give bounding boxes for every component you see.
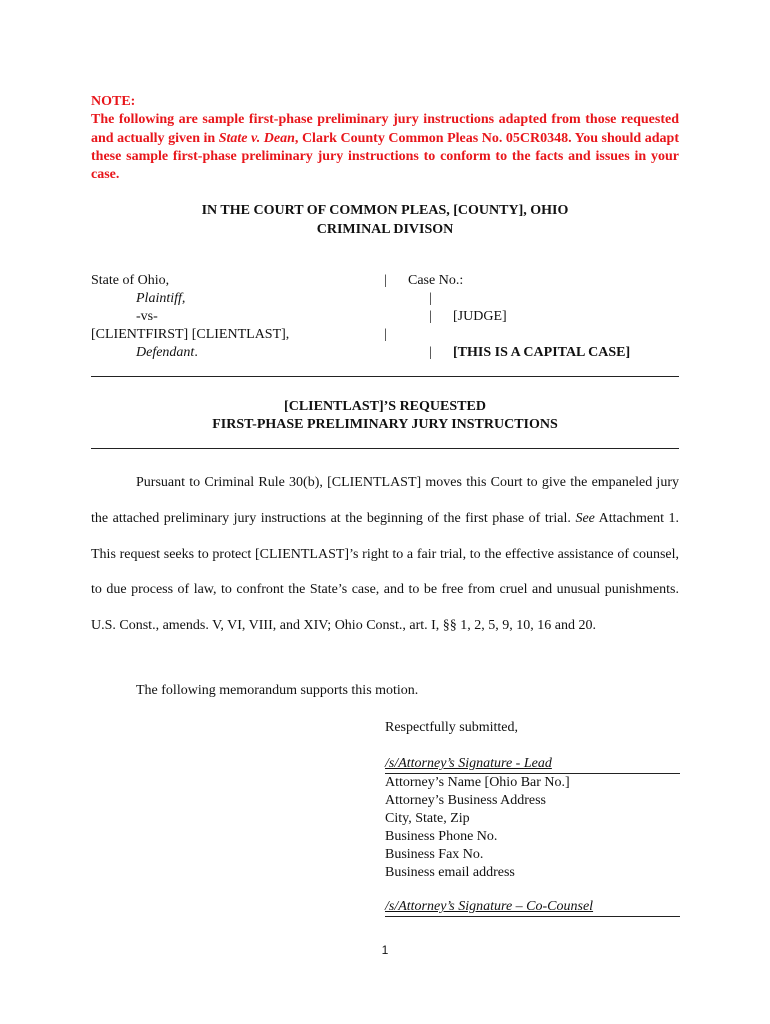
caption-vs: -vs- (136, 309, 158, 324)
caption-row (91, 308, 679, 326)
memo-statement: The following memorandum supports this motion. (136, 683, 419, 698)
court-heading (91, 201, 679, 239)
attorney-city: City, State, Zip (385, 811, 470, 826)
attorney-phone: Business Phone No. (385, 829, 498, 844)
co-counsel-signature: /s/Attorney’s Signature – Co-Counsel (385, 898, 680, 917)
title-divider (91, 448, 679, 449)
caption-judge: [JUDGE] (453, 309, 507, 324)
court-line-1: IN THE COURT OF COMMON PLEAS, [COUNTY], OHIO (201, 203, 569, 218)
title-line-2: FIRST-PHASE PRELIMINARY JURY INSTRUCTIONS (212, 417, 558, 432)
caption-bar: | (384, 273, 387, 288)
caption-plaintiff: Plaintiff, (136, 291, 186, 306)
motion-title (91, 398, 679, 434)
attorney-address: Attorney’s Business Address (385, 793, 546, 808)
attorney-email: Business email address (385, 865, 515, 880)
body-text-b: Attachment 1. This request seeks to protect [CLIENTLAST]’s right to a fair trial, to the effective assistance of counsel, to due process of law, to confront the State’s case, and to be free from cruel and unusual punishments. U.S. Const., amends. V, VI, VIII, and XIV; Ohio Const., art. I, §§ 1, 2, 5, 9, 10, 16 and 20. (91, 510, 679, 634)
lead-signature: /s/Attorney’s Signature - Lead (385, 755, 680, 774)
lead-signature-block (385, 755, 680, 882)
caption-row (91, 344, 679, 362)
body-paragraph (91, 465, 679, 644)
page-number: 1 (381, 943, 389, 957)
caption-defendant-name: [CLIENTFIRST] [CLIENTLAST], (91, 327, 290, 342)
note-label: NOTE: (91, 94, 136, 109)
caption-defendant-period: . (194, 345, 198, 360)
caption-bar: | (429, 309, 432, 324)
body-text-a: Pursuant to Criminal Rule 30(b), [CLIENTLAST] moves this Court to give the empaneled jury the attached preliminary jury instructions at the beginning of the first phase of trial. (91, 475, 679, 526)
caption-bar: | (429, 291, 432, 306)
caption-state: State of Ohio, (91, 273, 170, 288)
caption-bar: | (429, 345, 432, 360)
caption-defendant (91, 344, 429, 362)
title-line-1: [CLIENTLAST]’S REQUESTED (284, 399, 486, 414)
note-text-b: , Clark County Common Pleas No. 05CR0348. You should adapt these sample first-phase preliminary jury instructions to conform to the facts and issues in your case. (91, 130, 679, 183)
note-block (91, 93, 679, 184)
attorney-name: Attorney’s Name [Ohio Bar No.] (385, 775, 570, 790)
note-case-name: State v. Dean (218, 130, 295, 146)
caption-empty (453, 290, 679, 308)
motion-body (91, 465, 679, 644)
caption-bar: | (384, 327, 387, 342)
caption-empty (408, 326, 679, 344)
co-counsel-signature-block (385, 898, 680, 917)
caption-case-no: Case No.: (408, 273, 464, 288)
caption-row (91, 290, 679, 308)
body-see: See (575, 510, 595, 526)
caption-row (91, 326, 679, 344)
note-text-a: The following are sample first-phase preliminary jury instructions adapted from those requested and actually given in (91, 112, 679, 146)
caption-row (91, 272, 679, 290)
caption-divider (91, 376, 679, 377)
caption-capital: [THIS IS A CAPITAL CASE] (453, 345, 631, 360)
court-line-2: CRIMINAL DIVISON (316, 222, 454, 237)
respectfully-submitted: Respectfully submitted, (385, 720, 518, 735)
caption-defendant-label: Defendant (136, 345, 195, 360)
case-caption (91, 272, 679, 362)
attorney-fax: Business Fax No. (385, 847, 484, 862)
